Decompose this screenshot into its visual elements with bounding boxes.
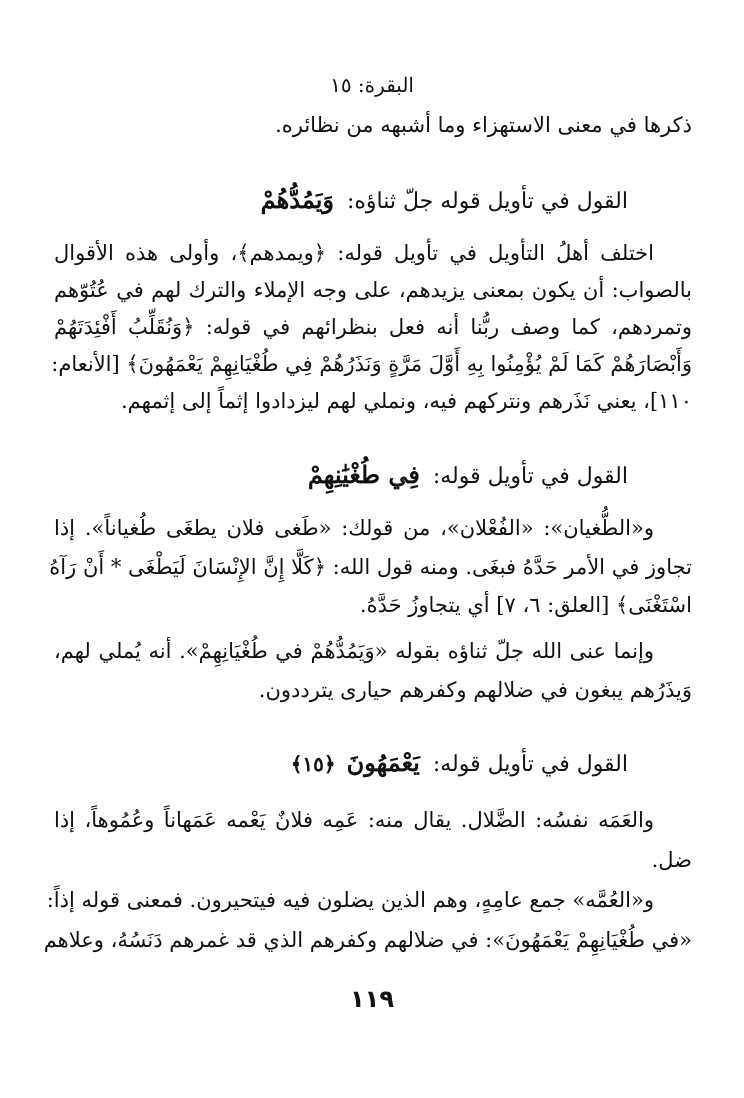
quran-word: يَعْمَهُونَ — [346, 748, 420, 777]
paragraph-line: اختلف أهلُ التأويل في تأويل قوله: ﴿ويمدهم﴾، وأولى هذه الأقوال — [54, 241, 654, 265]
paragraph-line: و«الطُّغيان»: «الفُعْلان»، من قولك: «طَغى فلان يطغَى طُغياناً». إذا — [54, 516, 654, 540]
paragraph-line: ١١٠]، يعني نَذَرهم ونتركهم فيه، ونملي لهم ليزدادوا إثماً إلى إثمهم. — [121, 389, 692, 413]
paragraph-line: «في طُغْيَانِهِمْ يَعْمَهُونَ»: في ضلالهم وكفرهم الذي قد غمرهم دَنَسُهُ، وعلاهم — [43, 928, 692, 952]
quran-word: وَيَمُدُّهُمْ — [260, 185, 334, 214]
paragraph-line: والعَمَه نفسُه: الضَّلال. يقال منه: عَمِه فلانٌ يَعْمه عَمَهاناً وعُمُوهاً، إذا — [54, 808, 654, 832]
heading-text: القول في تأويل قوله جلّ ثناؤه: — [346, 189, 628, 214]
running-header: البقرة: ١٥ — [330, 73, 414, 97]
section-heading-1 — [261, 185, 628, 217]
paragraph-line: و«العُمَّه» جمع عامِهٍ، وهم الذين يضلون فيه فيتحيرون. فمعنى قوله إذاً: — [46, 888, 654, 912]
page-number: ١١٩ — [350, 985, 394, 1013]
section-heading-2 — [308, 460, 628, 492]
paragraph-line: وَيذَرُهم يبغون في ضلالهم وكفرهم حيارى يترددون. — [258, 678, 692, 702]
paragraph-line: وَأَبْصَارَهُمْ كَمَا لَمْ يُؤْمِنُوا بِهِ أَوَّلَ مَرَّةٍ وَنَذَرُهُمْ فِي طُغْيَانِهِمْ يَعْمَهُونَ﴾ [الأنعام: — [51, 352, 692, 376]
ayah-number-marker: ﴿١٥﴾ — [290, 752, 336, 776]
quran-word: فِي طُغْيَٰنِهِمْ — [307, 460, 420, 489]
section-heading-3 — [291, 748, 628, 780]
continuation-line: ذكرها في معنى الاستهزاء وما أشبهه من نظائره. — [275, 113, 692, 137]
paragraph-line: وإنما عنى الله جلّ ثناؤه بقوله «وَيَمُدُّهُمْ في طُغْيَانِهِمْ». أنه يُملي لهم، — [54, 639, 654, 663]
paragraph-line: وتمردهم، كما وصف ربُّنا أنه فعل بنظرائهم في قوله: ﴿وَنُقَلِّبُ أَفْئِدَتَهُمْ — [54, 315, 692, 339]
paragraph-line: تجاوز في الأمر حَدَّهُ فبغَى. ومنه قول الله: ﴿كَلَّا إِنَّ الإِنْسَانَ لَيَطْغَى * أَنْ رَآهُ — [49, 555, 692, 579]
paragraph-line: ضل. — [651, 848, 692, 872]
heading-text: القول في تأويل قوله: — [432, 752, 628, 777]
paragraph-line: اسْتَغْنَى﴾ [العلق: ٦، ٧] أي يتجاوزُ حَدَّهُ. — [359, 593, 692, 617]
paragraph-line: بالصواب: أن يكون بمعنى يزيدهم، على وجه الإملاء والترك لهم في عُتُوّهم — [54, 278, 692, 302]
heading-text: القول في تأويل قوله: — [432, 464, 628, 489]
